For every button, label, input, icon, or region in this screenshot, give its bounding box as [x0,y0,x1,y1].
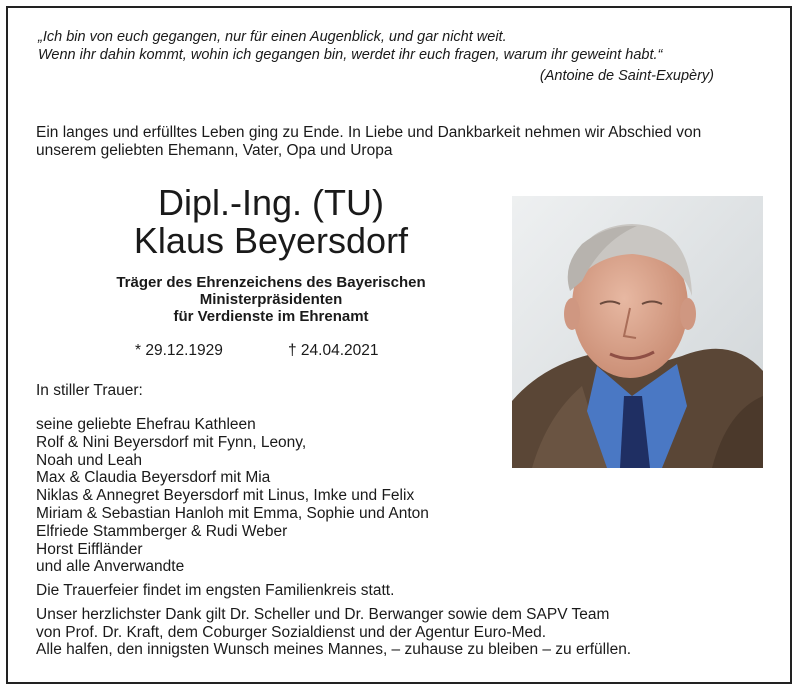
mourning-label: In stiller Trauer: [36,382,143,399]
intro-line: Ein langes und erfülltes Leben ging zu Ende. In Liebe und Dankbarkeit nehmen wir Abschied von [36,124,702,141]
mourner-item: Elfriede Stammberger & Rudi Weber [36,522,288,540]
thanks-line: Unser herzlichster Dank gilt Dr. Scheller und Dr. Berwanger sowie dem SAPV Team [36,605,610,623]
mourner-item: seine geliebte Ehefrau Kathleen [36,416,256,433]
mourner-item: und alle Anverwandte [36,558,185,576]
mourner-item: Rolf & Nini Beyersdorf mit Fynn, Leony, [36,433,307,451]
quote-author: (Antoine de Saint-Exupèry) [539,68,714,84]
portrait-photo [512,196,763,468]
closing-text [36,582,776,659]
thanks-line: von Prof. Dr. Kraft, dem Coburger Sozialdienst und der Agentur Euro-Med. [36,623,547,641]
mourner-item: Noah und Leah [36,451,143,469]
quote-line: „Ich bin von euch gegangen, nur für einen Augenblick, und gar nicht weit. [38,29,507,45]
honor-description [36,274,506,325]
mourner-item: Miriam & Sebastian Hanloh mit Emma, Sophie und Anton [36,504,429,522]
mourner-item: Horst Eiffländer [36,540,143,558]
death-date: † 24.04.2021 [288,342,379,359]
mourner-item: Max & Claudia Beyersdorf mit Mia [36,469,271,487]
honor-line: Träger des Ehrenzeichens des Bayerischen [116,274,426,291]
quote-line: Wenn ihr dahin kommt, wohin ich gegangen bin, werdet ihr euch fragen, warum ihr geweint habt.“ [38,47,663,63]
honor-line: Ministerpräsidenten [199,291,343,308]
epigraph-quote [38,28,738,64]
academic-title: Dipl.-Ing. (TU) [157,182,385,223]
mourners-list [36,416,496,576]
birth-date: * 29.12.1929 [135,342,223,359]
obituary-notice [6,6,792,684]
deceased-name: Klaus Beyersdorf [133,220,409,261]
honor-line: für Verdienste im Ehrenamt [173,308,369,325]
intro-text [36,124,786,160]
thanks-line: Alle halfen, den innigsten Wunsch meines Mannes, – zuhause zu bleiben – zu erfüllen. [36,641,632,659]
portrait-illustration [512,196,763,468]
mourner-item: Niklas & Annegret Beyersdorf mit Linus, Imke und Felix [36,487,415,505]
deceased-name-block [36,184,506,325]
ceremony-note: Die Trauerfeier findet im engsten Familienkreis statt. [36,582,395,599]
intro-line: unserem geliebten Ehemann, Vater, Opa und Uropa [36,142,393,159]
